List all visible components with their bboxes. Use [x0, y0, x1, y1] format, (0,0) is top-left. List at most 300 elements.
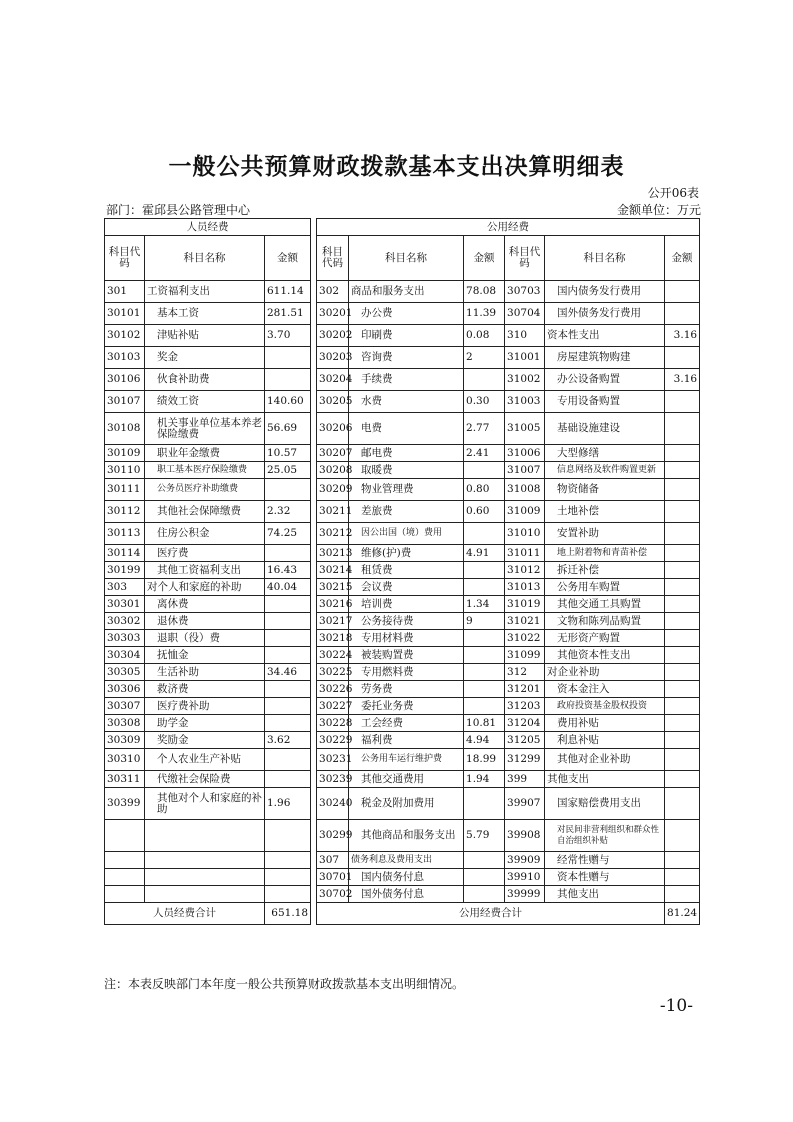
cell-amount [265, 852, 311, 869]
cell-name: 其他交通费用 [349, 771, 464, 788]
cell-amount [265, 869, 311, 886]
cell-amount [665, 664, 700, 681]
cell-amount: 0.08 [464, 325, 505, 347]
cell-name: 生活补助 [145, 664, 265, 681]
cell-name: 医疗费补助 [145, 698, 265, 715]
col-header-amount: 金额 [665, 236, 700, 281]
cell-amount [665, 391, 700, 413]
cell-amount: 74.25 [265, 523, 311, 545]
cell-code: 39907 [505, 788, 545, 820]
cell-name: 公务用车购置 [545, 579, 665, 596]
cell-code: 31021 [505, 613, 545, 630]
cell-code: 30111 [105, 479, 145, 501]
cell-amount [665, 501, 700, 523]
table-row [105, 681, 700, 698]
cell-name [145, 869, 265, 886]
cell-amount [265, 613, 311, 630]
cell-code: 30108 [105, 413, 145, 445]
cell-amount [265, 681, 311, 698]
cell-amount [265, 369, 311, 391]
cell-amount [665, 479, 700, 501]
personnel-total-value: 651.18 [265, 903, 311, 925]
cell-amount [464, 369, 505, 391]
cell-code [105, 869, 145, 886]
table-row [105, 413, 700, 445]
col-header-name: 科目名称 [545, 236, 665, 281]
cell-code: 30308 [105, 715, 145, 732]
table-row [105, 886, 700, 903]
cell-name: 文物和陈列品购置 [545, 613, 665, 630]
table-row [105, 647, 700, 664]
cell-amount [665, 788, 700, 820]
table-row [105, 369, 700, 391]
col-header-code: 科目代码 [505, 236, 545, 281]
cell-code: 30231 [317, 749, 349, 771]
cell-code: 31012 [505, 562, 545, 579]
cell-amount [665, 886, 700, 903]
cell-name: 奖励金 [145, 732, 265, 749]
cell-name: 租赁费 [349, 562, 464, 579]
cell-name: 其他工资福利支出 [145, 562, 265, 579]
expenditure-table [104, 218, 700, 925]
cell-amount [265, 545, 311, 562]
table-row [105, 613, 700, 630]
table-row [105, 732, 700, 749]
cell-code: 31002 [505, 369, 545, 391]
cell-code: 30209 [317, 479, 349, 501]
cell-name: 对民间非营利组织和群众性自治组织补贴 [545, 820, 665, 852]
cell-code: 31005 [505, 413, 545, 445]
cell-name: 咨询费 [349, 347, 464, 369]
cell-code: 30240 [317, 788, 349, 820]
cell-amount: 78.08 [464, 281, 505, 303]
cell-code: 31203 [505, 698, 545, 715]
cell-code: 39909 [505, 852, 545, 869]
cell-amount [265, 630, 311, 647]
cell-amount [665, 647, 700, 664]
cell-name: 职业年金缴费 [145, 445, 265, 462]
cell-code: 39999 [505, 886, 545, 903]
cell-name [145, 852, 265, 869]
cell-amount [464, 869, 505, 886]
cell-amount [265, 479, 311, 501]
cell-amount [464, 579, 505, 596]
cell-amount [464, 462, 505, 479]
table-row [105, 303, 700, 325]
cell-code: 30224 [317, 647, 349, 664]
cell-amount: 4.91 [464, 545, 505, 562]
cell-code: 31010 [505, 523, 545, 545]
cell-amount [665, 303, 700, 325]
cell-code: 30205 [317, 391, 349, 413]
cell-name: 住房公积金 [145, 523, 265, 545]
cell-code: 30206 [317, 413, 349, 445]
cell-code: 39910 [505, 869, 545, 886]
table-row [105, 852, 700, 869]
cell-name: 电费 [349, 413, 464, 445]
cell-amount [665, 852, 700, 869]
cell-amount [665, 820, 700, 852]
cell-code: 30213 [317, 545, 349, 562]
table-row [105, 869, 700, 886]
cell-amount: 140.60 [265, 391, 311, 413]
cell-name: 取暖费 [349, 462, 464, 479]
cell-name: 国内债务发行费用 [545, 281, 665, 303]
cell-name: 政府投资基金股权投资 [545, 698, 665, 715]
table-row [105, 479, 700, 501]
cell-code: 307 [317, 852, 349, 869]
cell-amount [665, 545, 700, 562]
cell-amount [665, 579, 700, 596]
cell-amount [265, 347, 311, 369]
cell-amount [464, 664, 505, 681]
cell-code: 30310 [105, 749, 145, 771]
cell-amount [665, 281, 700, 303]
cell-amount: 2.77 [464, 413, 505, 445]
table-row [105, 771, 700, 788]
cell-name: 医疗费 [145, 545, 265, 562]
cell-name: 专用燃料费 [349, 664, 464, 681]
cell-code: 31011 [505, 545, 545, 562]
cell-amount [265, 698, 311, 715]
cell-amount [665, 445, 700, 462]
cell-name: 个人农业生产补贴 [145, 749, 265, 771]
cell-code: 30110 [105, 462, 145, 479]
table-row [105, 347, 700, 369]
cell-code: 30211 [317, 501, 349, 523]
cell-code: 30301 [105, 596, 145, 613]
table-row [105, 596, 700, 613]
cell-code: 30217 [317, 613, 349, 630]
cell-amount: 56.69 [265, 413, 311, 445]
cell-name: 办公设备购置 [545, 369, 665, 391]
table-row [105, 523, 700, 545]
public-group-header: 公用经费 [317, 219, 700, 236]
cell-code: 31099 [505, 647, 545, 664]
cell-name: 专用材料费 [349, 630, 464, 647]
cell-amount: 2.32 [265, 501, 311, 523]
cell-code: 30201 [317, 303, 349, 325]
cell-amount: 18.99 [464, 749, 505, 771]
cell-amount [665, 681, 700, 698]
cell-name: 办公费 [349, 303, 464, 325]
cell-code: 30101 [105, 303, 145, 325]
cell-name: 其他对个人和家庭的补助 [145, 788, 265, 820]
cell-code: 31013 [505, 579, 545, 596]
cell-name: 劳务费 [349, 681, 464, 698]
cell-code: 30202 [317, 325, 349, 347]
cell-amount [665, 749, 700, 771]
cell-name: 代缴社会保险费 [145, 771, 265, 788]
cell-name: 公务接待费 [349, 613, 464, 630]
cell-amount: 1.96 [265, 788, 311, 820]
cell-name: 物资储备 [545, 479, 665, 501]
cell-amount [665, 562, 700, 579]
cell-amount [464, 647, 505, 664]
table-row [105, 325, 700, 347]
cell-code: 30702 [317, 886, 349, 903]
table-number: 公开06表 [647, 186, 699, 200]
cell-amount [464, 523, 505, 545]
table-row [105, 462, 700, 479]
cell-amount: 9 [464, 613, 505, 630]
department-label: 部门：霍邱县公路管理中心 [106, 203, 251, 217]
cell-amount [665, 523, 700, 545]
cell-name: 利息补贴 [545, 732, 665, 749]
cell-amount: 34.46 [265, 664, 311, 681]
cell-code: 312 [505, 664, 545, 681]
cell-name: 工会经费 [349, 715, 464, 732]
col-header-name: 科目名称 [145, 236, 265, 281]
cell-amount: 16.43 [265, 562, 311, 579]
cell-code: 30207 [317, 445, 349, 462]
table-row [105, 664, 700, 681]
cell-code: 30112 [105, 501, 145, 523]
cell-name: 其他社会保障缴费 [145, 501, 265, 523]
cell-amount [464, 852, 505, 869]
cell-amount: 1.94 [464, 771, 505, 788]
table-row [105, 501, 700, 523]
cell-code: 399 [505, 771, 545, 788]
cell-name: 对企业补助 [545, 664, 665, 681]
cell-name: 退职（役）费 [145, 630, 265, 647]
cell-name: 商品和服务支出 [349, 281, 464, 303]
cell-code: 30704 [505, 303, 545, 325]
cell-amount [265, 749, 311, 771]
table-row [105, 749, 700, 771]
cell-name: 差旅费 [349, 501, 464, 523]
cell-code: 30114 [105, 545, 145, 562]
cell-code: 30703 [505, 281, 545, 303]
cell-code [105, 852, 145, 869]
cell-code: 31007 [505, 462, 545, 479]
cell-name: 国外债务发行费用 [545, 303, 665, 325]
cell-name: 委托业务费 [349, 698, 464, 715]
cell-code: 30226 [317, 681, 349, 698]
table-row [105, 630, 700, 647]
cell-name: 费用补贴 [545, 715, 665, 732]
cell-code: 301 [105, 281, 145, 303]
cell-name: 安置补助 [545, 523, 665, 545]
cell-name: 基本工资 [145, 303, 265, 325]
cell-name: 其他支出 [545, 771, 665, 788]
cell-code: 30225 [317, 664, 349, 681]
table-row [105, 562, 700, 579]
col-header-amount: 金额 [265, 236, 311, 281]
cell-amount [665, 462, 700, 479]
cell-code: 30215 [317, 579, 349, 596]
col-header-name: 科目名称 [349, 236, 464, 281]
cell-name: 因公出国（境）费用 [349, 523, 464, 545]
cell-name: 绩效工资 [145, 391, 265, 413]
cell-name: 邮电费 [349, 445, 464, 462]
cell-name: 拆迁补偿 [545, 562, 665, 579]
cell-name: 物业管理费 [349, 479, 464, 501]
cell-code: 31008 [505, 479, 545, 501]
cell-name: 资本性赠与 [545, 869, 665, 886]
cell-code: 30302 [105, 613, 145, 630]
col-header-code: 科目代码 [317, 236, 349, 281]
cell-name: 其他商品和服务支出 [349, 820, 464, 852]
cell-amount: 611.14 [265, 281, 311, 303]
cell-code: 30103 [105, 347, 145, 369]
cell-name: 信息网络及软件购置更新 [545, 462, 665, 479]
cell-amount [665, 630, 700, 647]
cell-amount: 4.94 [464, 732, 505, 749]
cell-amount: 2.41 [464, 445, 505, 462]
cell-name: 工资福利支出 [145, 281, 265, 303]
cell-code: 30304 [105, 647, 145, 664]
cell-name: 印刷费 [349, 325, 464, 347]
cell-code: 30102 [105, 325, 145, 347]
cell-code: 31019 [505, 596, 545, 613]
cell-amount: 5.79 [464, 820, 505, 852]
cell-code: 30113 [105, 523, 145, 545]
cell-code: 30212 [317, 523, 349, 545]
cell-amount [265, 820, 311, 852]
cell-name: 国家赔偿费用支出 [545, 788, 665, 820]
cell-code: 303 [105, 579, 145, 596]
cell-name: 水费 [349, 391, 464, 413]
cell-amount: 3.62 [265, 732, 311, 749]
cell-name: 对个人和家庭的补助 [145, 579, 265, 596]
cell-name: 公务用车运行维护费 [349, 749, 464, 771]
cell-amount: 1.34 [464, 596, 505, 613]
cell-code: 30307 [105, 698, 145, 715]
cell-amount [265, 596, 311, 613]
group-header-row [105, 219, 700, 236]
cell-amount: 2 [464, 347, 505, 369]
cell-code: 30204 [317, 369, 349, 391]
cell-amount: 10.57 [265, 445, 311, 462]
cell-code: 30109 [105, 445, 145, 462]
cell-code [105, 886, 145, 903]
cell-amount [464, 698, 505, 715]
cell-code: 30239 [317, 771, 349, 788]
totals-row [105, 903, 700, 925]
cell-code: 310 [505, 325, 545, 347]
cell-name: 大型修缮 [545, 445, 665, 462]
cell-name: 国外债务付息 [349, 886, 464, 903]
table-row [105, 391, 700, 413]
column-header-row [105, 236, 700, 281]
cell-code: 39908 [505, 820, 545, 852]
cell-amount [464, 681, 505, 698]
cell-amount [464, 630, 505, 647]
cell-amount [665, 771, 700, 788]
table-row [105, 281, 700, 303]
table-row [105, 579, 700, 596]
unit-label: 金额单位：万元 [616, 203, 701, 217]
cell-amount [665, 732, 700, 749]
cell-code: 30214 [317, 562, 349, 579]
cell-amount [265, 886, 311, 903]
table-row [105, 545, 700, 562]
cell-code: 31204 [505, 715, 545, 732]
cell-code: 30299 [317, 820, 349, 852]
col-header-amount: 金额 [464, 236, 505, 281]
cell-name: 职工基本医疗保险缴费 [145, 462, 265, 479]
cell-amount: 0.80 [464, 479, 505, 501]
cell-name: 其他对企业补助 [545, 749, 665, 771]
cell-code: 30216 [317, 596, 349, 613]
cell-name: 房屋建筑物购建 [545, 347, 665, 369]
cell-amount [265, 715, 311, 732]
cell-code: 30107 [105, 391, 145, 413]
cell-amount [464, 788, 505, 820]
cell-code: 30208 [317, 462, 349, 479]
cell-amount [665, 613, 700, 630]
cell-amount: 11.39 [464, 303, 505, 325]
cell-code: 30309 [105, 732, 145, 749]
cell-amount: 0.30 [464, 391, 505, 413]
cell-name: 其他交通工具购置 [545, 596, 665, 613]
cell-amount [665, 413, 700, 445]
cell-code: 30227 [317, 698, 349, 715]
cell-name: 国内债务付息 [349, 869, 464, 886]
cell-name: 其他支出 [545, 886, 665, 903]
cell-name: 地上附着物和青苗补偿 [545, 545, 665, 562]
cell-amount [665, 596, 700, 613]
cell-code: 30305 [105, 664, 145, 681]
cell-code: 31001 [505, 347, 545, 369]
cell-code: 31006 [505, 445, 545, 462]
table-row [105, 445, 700, 462]
cell-amount [665, 347, 700, 369]
cell-name: 经常性赠与 [545, 852, 665, 869]
page-title: 一般公共预算财政拨款基本支出决算明细表 [168, 154, 625, 180]
col-header-code: 科目代码 [105, 236, 145, 281]
cell-code: 30199 [105, 562, 145, 579]
cell-code: 30701 [317, 869, 349, 886]
cell-code: 30306 [105, 681, 145, 698]
cell-amount: 25.05 [265, 462, 311, 479]
cell-name: 津贴补贴 [145, 325, 265, 347]
cell-name: 资本性支出 [545, 325, 665, 347]
cell-code: 30303 [105, 630, 145, 647]
cell-name: 公务员医疗补助缴费 [145, 479, 265, 501]
cell-code: 30218 [317, 630, 349, 647]
cell-name: 基础设施建设 [545, 413, 665, 445]
cell-name: 维修(护)费 [349, 545, 464, 562]
cell-code: 30106 [105, 369, 145, 391]
cell-name: 其他资本性支出 [545, 647, 665, 664]
public-total-value: 81.24 [665, 903, 700, 925]
cell-name [145, 820, 265, 852]
cell-amount: 10.81 [464, 715, 505, 732]
cell-name: 资本金注入 [545, 681, 665, 698]
footnote: 注：本表反映部门本年度一般公共预算财政拨款基本支出明细情况。 [104, 977, 465, 991]
table-row [105, 698, 700, 715]
cell-name: 专用设备购置 [545, 391, 665, 413]
cell-name: 无形资产购置 [545, 630, 665, 647]
personnel-group-header: 人员经费 [105, 219, 311, 236]
table-row [105, 788, 700, 820]
cell-name: 奖金 [145, 347, 265, 369]
cell-amount [464, 562, 505, 579]
cell-name: 机关事业单位基本养老保险缴费 [145, 413, 265, 445]
cell-amount: 0.60 [464, 501, 505, 523]
cell-amount: 281.51 [265, 303, 311, 325]
cell-code: 31299 [505, 749, 545, 771]
cell-amount: 3.70 [265, 325, 311, 347]
cell-name: 救济费 [145, 681, 265, 698]
cell-name: 税金及附加费用 [349, 788, 464, 820]
cell-amount [464, 886, 505, 903]
cell-name: 伙食补助费 [145, 369, 265, 391]
cell-name: 债务利息及费用支出 [349, 852, 464, 869]
cell-code: 30399 [105, 788, 145, 820]
